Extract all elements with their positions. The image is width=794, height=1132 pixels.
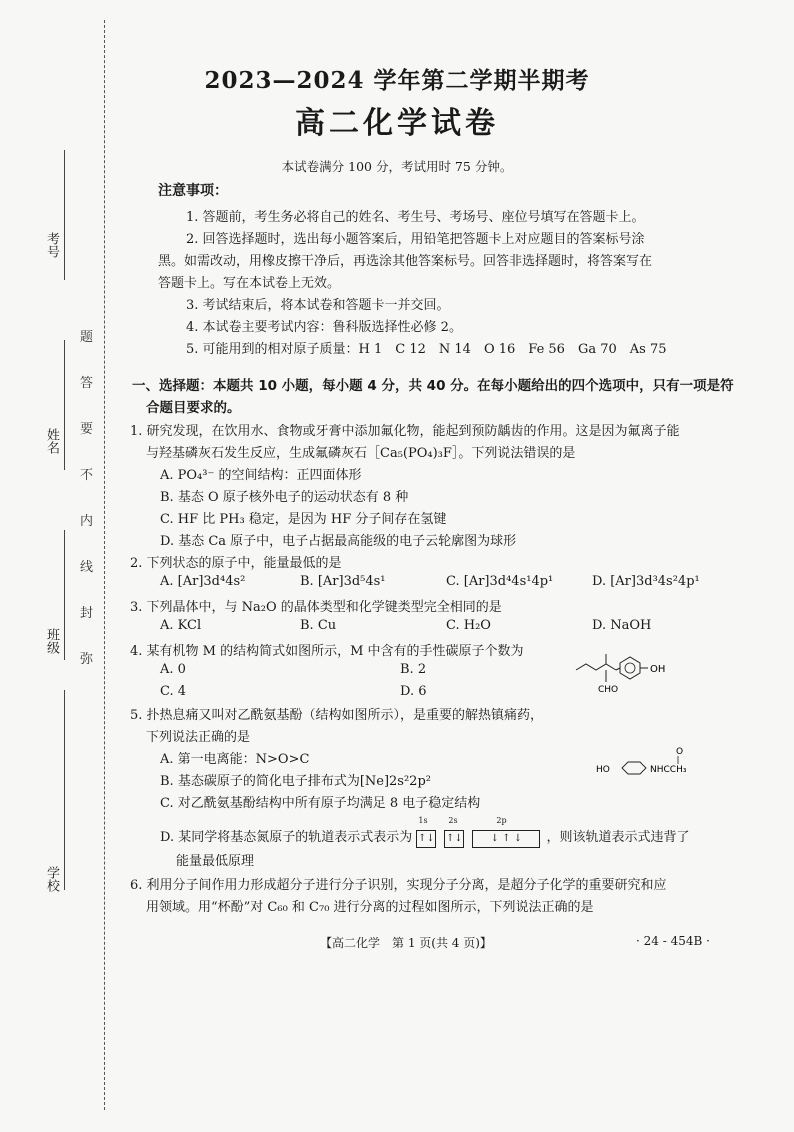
school-label: 学校 [44, 866, 59, 892]
orbital-2p-box: ↓ ↑ ↓ [472, 830, 540, 848]
seal-char: 要 [80, 422, 94, 437]
q1-option-c: C. HF 比 PH₃ 稳定，是因为 HF 分子间存在氢键 [160, 512, 447, 527]
orbital-1s-box: ↑↓ [416, 830, 436, 848]
q5-option-d [160, 815, 690, 848]
q3-option-d: D. NaOH [592, 618, 652, 633]
exam-subject-title: 高二化学试卷 [295, 106, 499, 141]
seal-char: 封 [80, 606, 94, 621]
q3-option-c: C. H₂O [446, 618, 491, 633]
school-line [64, 690, 65, 890]
orbital-2p-label: 2p [496, 815, 507, 825]
student-name-label: 姓名 [44, 428, 59, 454]
seal-char: 题 [80, 330, 94, 345]
question-4-stem: 4. 某有机物 M 的结构简式如图所示，M 中含有的手性碳原子个数为 [130, 644, 524, 659]
question-5-stem-cont: 下列说法正确的是 [146, 730, 251, 745]
question-2-stem: 2. 下列状态的原子中，能量最低的是 [130, 556, 342, 571]
notice-heading: 注意事项： [158, 183, 228, 199]
q3-option-b: B. Cu [300, 618, 337, 633]
exam-number-label: 考号 [44, 232, 59, 258]
notice-line: 2. 回答选择题时，选出每小题答案后，用铅笔把答题卡上对应题目的答案标号涂 [186, 232, 645, 247]
notice-line: 3. 考试结束后，将本试卷和答题卡一并交回。 [186, 298, 450, 313]
section-heading-cont: 合题目要求的。 [146, 400, 241, 416]
exam-info: 本试卷满分 100 分，考试用时 75 分钟。 [281, 159, 513, 174]
class-line [64, 530, 65, 660]
q4-option-c: C. 4 [160, 684, 187, 699]
q4-option-b: B. 2 [400, 662, 427, 677]
q5-option-d-cont: 能量最低原理 [176, 854, 255, 869]
notice-line: 答题卡上。写在本试卷上无效。 [158, 276, 341, 291]
q2-option-c: C. [Ar]3d⁴4s¹4p¹ [446, 574, 554, 589]
seal-char: 内 [80, 514, 94, 529]
notice-line: 黑。如需改动，用橡皮擦干净后，再选涂其他答案标号。回答非选择题时，将答案写在 [158, 254, 653, 269]
notice-line: 1. 答题前，考生务必将自己的姓名、考生号、考场号、座位号填写在答题卡上。 [186, 210, 645, 225]
paper-code: · 24 - 454B · [636, 934, 710, 948]
question-1-stem-cont: 与羟基磷灰石发生反应，生成氟磷灰石［Ca₅(PO₄)₃F］。下列说法错误的是 [146, 446, 576, 461]
amide-group-label: NHCCH₃ [650, 765, 687, 775]
student-name-line [64, 340, 65, 470]
section-heading: 一、选择题：本题共 10 小题，每小题 4 分，共 40 分。在每小题给出的四个选项中，只有一项是符 [132, 378, 734, 394]
orbital-diagram [416, 815, 542, 848]
question-6-stem-cont: 用领域。用“杯酚”对 C₆₀ 和 C₇₀ 进行分离的过程如图所示，下列说法正确的是 [146, 900, 594, 915]
orbital-1s-label: 1s [418, 815, 428, 825]
q5-option-d-text: D. 某同学将基态氮原子的轨道表示式表示为 [160, 830, 413, 845]
page-footer: 【高二化学 第 1 页(共 4 页)】 [320, 936, 492, 950]
seal-char: 弥 [80, 652, 94, 667]
q5-option-c: C. 对乙酰氨基酚结构中所有原子均满足 8 电子稳定结构 [160, 796, 481, 811]
binding-dashed-line [104, 20, 105, 1110]
question-1-stem: 1. 研究发现，在饮用水、食物或牙膏中添加氟化物，能起到预防龋齿的作用。这是因为氟离子能 [130, 424, 680, 439]
q5-option-a: A. 第一电离能：N>O>C [160, 752, 310, 767]
q3-option-a: A. KCl [160, 618, 202, 633]
q1-option-b: B. 基态 O 原子核外电子的运动状态有 8 种 [160, 490, 409, 505]
q5-option-d-text-cont: ，则该轨道表示式违背了 [546, 830, 690, 845]
seal-char: 答 [80, 376, 94, 391]
q4-option-d: D. 6 [400, 684, 427, 699]
seal-char: 不 [80, 468, 94, 483]
ho-group-label: HO [596, 765, 610, 775]
carbonyl-o-label: O [676, 747, 684, 757]
question-6-stem: 6. 利用分子间作用力形成超分子进行分子识别，实现分子分离，是超分子化学的重要研究和应 [130, 878, 667, 893]
exam-term-title: 2023—2024 学年第二学期半期考 [204, 67, 590, 94]
question-5-stem: 5. 扑热息痛又叫对乙酰氨基酚（结构如图所示），是重要的解热镇痛药， [130, 708, 544, 723]
q2-option-a: A. [Ar]3d⁴4s² [160, 574, 246, 589]
q1-option-d: D. 基态 Ca 原子中，电子占据最高能级的电子云轮廓图为球形 [160, 534, 517, 549]
q5-option-b: B. 基态碳原子的简化电子排布式为[Ne]2s²2p² [160, 774, 431, 789]
question-3-stem: 3. 下列晶体中，与 Na₂O 的晶体类型和化学键类型完全相同的是 [130, 600, 502, 615]
seal-char: 线 [80, 560, 94, 575]
q1-option-a: A. PO₄³⁻ 的空间结构：正四面体形 [160, 468, 362, 483]
oh-group-label: OH [650, 664, 666, 675]
q2-option-b: B. [Ar]3d⁵4s¹ [300, 574, 386, 589]
orbital-2s-box: ↑↓ [444, 830, 464, 848]
class-label: 班级 [44, 628, 59, 654]
molecule-m-structure [572, 648, 692, 694]
paracetamol-structure [596, 742, 716, 782]
q4-option-a: A. 0 [160, 662, 186, 677]
q2-option-d: D. [Ar]3d³4s²4p¹ [592, 574, 700, 589]
cho-group-label: CHO [598, 685, 619, 694]
orbital-2s-label: 2s [448, 815, 458, 825]
notice-line: 4. 本试卷主要考试内容：鲁科版选择性必修 2。 [186, 320, 462, 335]
notice-line: 5. 可能用到的相对原子质量：H 1 C 12 N 14 O 16 Fe 56 Ga 70 As 75 [186, 342, 667, 357]
